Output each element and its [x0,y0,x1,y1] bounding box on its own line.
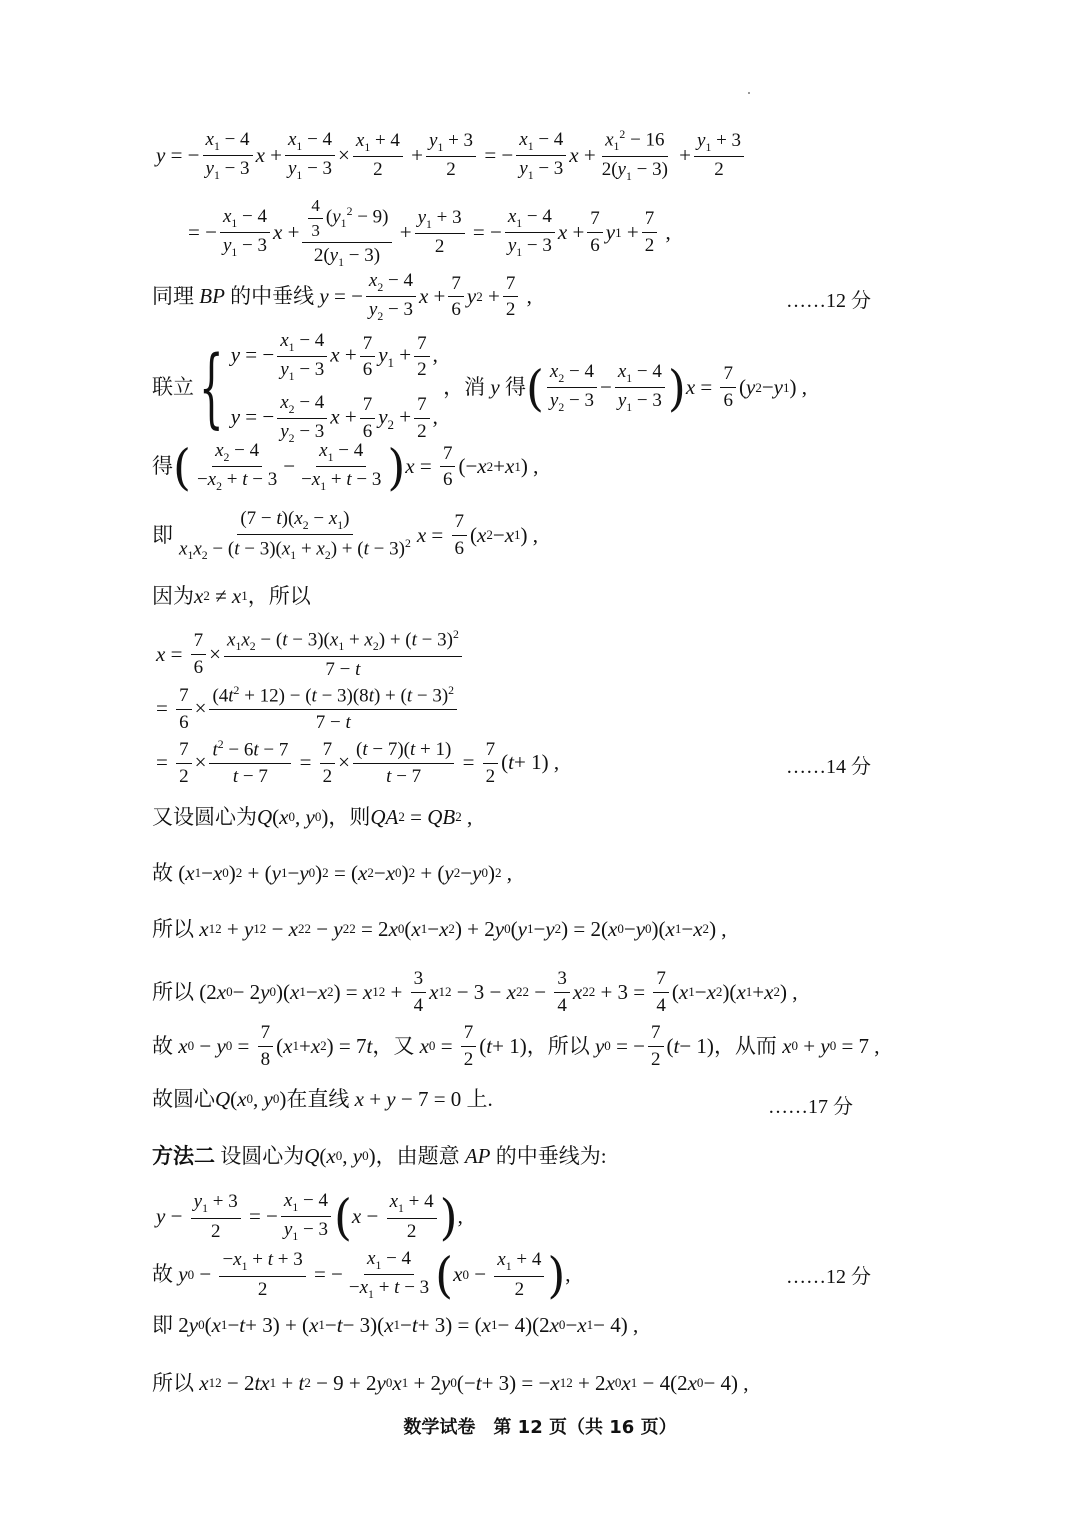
method-two-heading: 方法二 设圆心为 Q ( x 0 , y 0 ) ，由题意 AP 的中垂线为: [152,1144,607,1168]
equation-line-6: 即 $\frac{(7 - t)(x_2 - x_1)}{x_1x_2 - (t - 3)(x_1 + x_2) + (t - 3)^2}$ x = $\frac{7}{6}$ ( x 2 − x 1 ) , [152,508,539,563]
equation-line-16: 故圆心 Q ( x 0 , y 0 ) 在直线 x + y − 7 = 0 上. [152,1087,493,1111]
equation-line-7: 因为 x 2 ≠ x 1 ，所以 [152,584,311,608]
equation-line-14: 所以 (2 x 0 − 2 y 0 )( x 1 − x 2 ) = x 1 2 + $\frac{3}{4}$ x 1 2 − 3 − x 2 2 − $\frac{3}{4}$ x 2 2 + 3 = $\frac{7}{4}$ ( x 1 − x 2 )( x 1 + x 2 ) , [152,968,798,1016]
equation-line-5: 得 ( $\frac{x_2 - 4}{-x_2 + t - 3}$ − $\frac{x_1 - 4}{-x_1 + t - 3}$ ) x = $\frac{7}{6}$ (− x 2 + x 1 ) , [152,438,539,496]
equation-line-11: 又设圆心为 Q ( x 0 , y 0 ) ，则 QA 2 = QB 2 , [152,805,473,829]
equation-line-18: y − $\frac{y_1 + 3}{2}$ = − $\frac{x_1 - 4}{y_1 - 3}$ ( x − $\frac{x_1 + 4}{2}$ ) , [156,1188,463,1246]
equation-line-9: = $\frac{7}{6}$ × $\frac{(4t^2 + 12) - (t - 3)(8t) + (t - 3)^2}{7 - t}$ [156,684,460,734]
page-footer: 数学试卷 第 12 页（共 16 页） [403,1417,677,1438]
equation-line-15: 故 x 0 − y 0 = $\frac{7}{8}$ ( x 1 + x 2 ) = 7 t ，又 x 0 = $\frac{7}{2}$ ( t + 1) ，所以 y 0 = − $\frac{7}{2}$ ( t − 1) ，从而 x 0 + y 0 = 7 , [152,1022,880,1070]
equation-line-20: 即 2 y 0 ( x 1 − t + 3) + ( x 1 − t − 3)( x 1 − t + 3) = ( x 1 − 4)(2 x 0 − x 1 − 4) , [152,1313,639,1337]
equation-line-12: 故 ( x 1 − x 0 ) 2 + ( y 1 − y 0 ) 2 = ( x 2 − x 0 ) 2 + ( y 2 − y 0 ) 2 , [152,861,512,885]
method-two-label: 方法二 [152,1144,215,1168]
equation-line-1: y = − $\frac{x_1 - 4}{y_1 - 3}$ x + $\frac{x_1 - 4}{y_1 - 3}$ × $\frac{x_1 + 4}{2}$ + $\frac{y_1 + 3}{2}$ = − $\frac{x_1 - 4}{y_1 - 3}$ x + $\frac{x_1^2 - 16}{2(y_1 - 3)}$ + $\frac{y_1 + 3}{2}$ [156,128,747,183]
equation-line-2: = − $\frac{x_1 - 4}{y_1 - 3}$ x + $\frac{4}{3}$ $(y_1^2 - 9)$ $2(y_1 - 3)$ + $\frac{y_1 + 3}{2}$ = − $\frac{x_1 - 4}{y_1 - 3}$ x + $\frac{7}{6}$ y 1 + $\frac{7}{2}$ , [188,196,671,269]
equation-line-4-system: 联立 { y = − $\frac{x_1 - 4}{y_1 - 3}$ x + $\frac{7}{6}$ $y_1$ + $\frac{7}{2}$ , y = − $\frac{x_2 - 4}{y_2 - 3}$ x + $\frac{7}{6}$ $y_2$ + $\frac{7}{2}$ , ，消 y 得 ( $\frac{x_2 - 4}{y_2 - 3}$ − $\frac{x_1 - 4}{y_1 - 3}$ ) x = $\frac{7}{6}$ ( y 2 − y 1 ) , [152,330,808,445]
equation-line-10: = $\frac{7}{2}$ × $\frac{t^2 - 6t - 7}{t - 7}$ = $\frac{7}{2}$ × $\frac{(t - 7)(t + 1)}{t - 7}$ = $\frac{7}{2}$ ( t + 1) , [156,738,560,788]
scan-speck [748,92,750,94]
score-12-b: ……12 分 [786,1266,871,1288]
lhs-y: y [156,142,166,167]
equation-line-3: 同理 BP 的中垂线 y = − $\frac{x_2 - 4}{y_2 - 3}$ x + $\frac{7}{6}$ y 2 + $\frac{7}{2}$ , [152,270,532,324]
equation-line-13: 所以 x 1 2 + y 1 2 − x 2 2 − y 2 2 = 2 x 0 ( x 1 − x 2 ) + 2 y 0 ( y 1 − y 2 ) = 2( x 0 − y 0 )( x 1 − x 2 ) , [152,917,727,941]
score-14: ……14 分 [786,756,871,778]
equation-line-19: 故 y 0 − $\frac{-x_1 + t + 3}{2}$ = − $\frac{x_1 - 4}{-x_1 + t - 3}$ ( x 0 − $\frac{x_1 + 4}{2}$ ) , [152,1246,571,1304]
score-12-a: ……12 分 [786,290,871,312]
equation-line-8: x = $\frac{7}{6}$ × $\frac{x_1x_2 - (t - 3)(x_1 + x_2) + (t - 3)^2}{7 - t}$ [156,628,465,681]
equation-line-21: 所以 x 1 2 − 2 tx 1 + t 2 − 9 + 2 y 0 x 1 + 2 y 0 (− t + 3) = − x 1 2 + 2 x 0 x 1 − 4(2 x 0 − 4) , [152,1371,749,1395]
score-17: ……17 分 [768,1096,853,1118]
